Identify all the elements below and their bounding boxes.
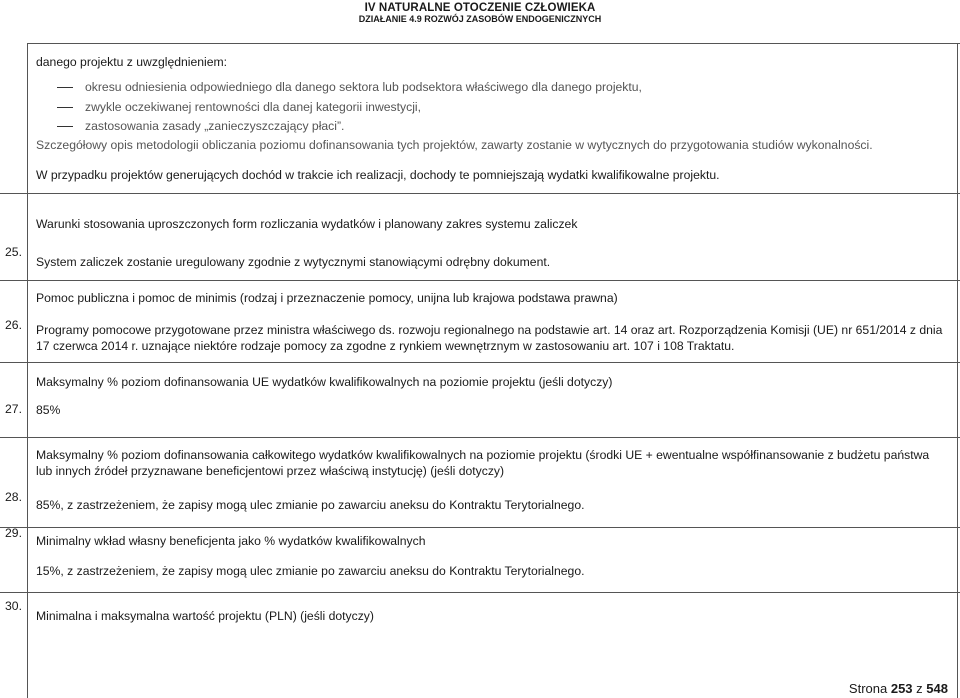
row-divider <box>0 437 960 438</box>
row-divider <box>0 280 960 281</box>
bullet-item: okresu odniesienia odpowiedniego dla danego sektora lub podsektora właściwego dla danego projektu, <box>85 80 642 94</box>
table-left-border <box>27 43 28 698</box>
row-number: 25. <box>5 245 22 259</box>
page-prefix: Strona <box>848 681 888 696</box>
row-value: Programy pomocowe przygotowane przez ministra właściwego ds. rozwoju regionalnego na podstawie art. 14 oraz art. Rozporządzenia Komisji (UE) nr 651/2014 z dnia 17 czerwca 2014 r. uznające niektóre rodzaje pomocy za zgodne z rynkiem wewnętrznym w zastosowaniu art. 107 i 108 Traktatu. <box>36 323 943 353</box>
row-divider <box>0 362 960 363</box>
row-title: Minimalna i maksymalna wartość projektu (PLN) (jeśli dotyczy) <box>36 609 374 623</box>
document-section-title: IV NATURALNE OTOCZENIE CZŁOWIEKA <box>364 2 596 14</box>
bullet-dash <box>57 107 73 108</box>
total-pages: 548 <box>926 681 948 696</box>
row-number: 26. <box>5 318 22 332</box>
current-page: 253 <box>890 681 913 696</box>
bullet-dash <box>57 126 73 127</box>
row-number: 27. <box>5 402 22 416</box>
row-divider <box>0 592 960 593</box>
document-subsection-title: DZIAŁANIE 4.9 ROZWÓJ ZASOBÓW ENDOGENICZNYCH <box>358 14 602 24</box>
row-value: System zaliczek zostanie uregulowany zgodnie z wytycznymi stanowiącymi odrębny dokument. <box>36 255 551 269</box>
row-value: 85%, z zastrzeżeniem, że zapisy mogą ulec zmianie po zawarciu aneksu do Kontraktu Terytorialnego. <box>36 498 585 512</box>
row-divider <box>0 527 960 528</box>
page-number <box>849 681 948 696</box>
bullet-item: zwykle oczekiwanej rentowności dla danej kategorii inwestycji, <box>85 100 421 114</box>
bullet-dash <box>57 87 73 88</box>
row-divider <box>0 193 960 194</box>
row-title: Minimalny wkład własny beneficjenta jako % wydatków kwalifikowalnych <box>36 534 426 548</box>
row-title: Maksymalny % poziom dofinansowania całkowitego wydatków kwalifikowalnych na poziomie projektu (środki UE + ewentualne współfinansowanie z budżetu państwa lub innych źródeł przyznawane beneficjentowi przez właściwą instytucję) (jeśli dotyczy) <box>36 448 930 478</box>
row-title: Pomoc publiczna i pomoc de minimis (rodzaj i przeznaczenie pomocy, unijna lub krajowa podstawa prawna) <box>36 291 618 305</box>
row-title: Warunki stosowania uproszczonych form rozliczania wydatków i planowany zakres systemu zaliczek <box>36 217 578 231</box>
table-top-border <box>27 43 960 44</box>
intro-lead: danego projektu z uwzględnieniem: <box>36 55 228 69</box>
row-number: 28. <box>5 490 22 504</box>
row-value: 85% <box>36 403 61 417</box>
row-value: 15%, z zastrzeżeniem, że zapisy mogą ulec zmianie po zawarciu aneksu do Kontraktu Terytorialnego. <box>36 564 585 578</box>
intro-paragraph: W przypadku projektów generujących dochód w trakcie ich realizacji, dochody te pomniejszają wydatki kwalifikowalne projektu. <box>36 168 720 182</box>
intro-paragraph: Szczegółowy opis metodologii obliczania poziomu dofinansowania tych projektów, zawarty zostanie w wytycznych do przygotowania studiów wykonalności. <box>36 138 873 152</box>
row-title: Maksymalny % poziom dofinansowania UE wydatków kwalifikowalnych na poziomie projektu (jeśli dotyczy) <box>36 375 613 389</box>
row-number: 29. <box>5 526 22 540</box>
row-number: 30. <box>5 599 22 613</box>
page-separator: z <box>916 681 923 696</box>
table-right-border <box>957 43 958 698</box>
bullet-item: zastosowania zasady „zanieczyszczający płaci”. <box>85 119 345 133</box>
